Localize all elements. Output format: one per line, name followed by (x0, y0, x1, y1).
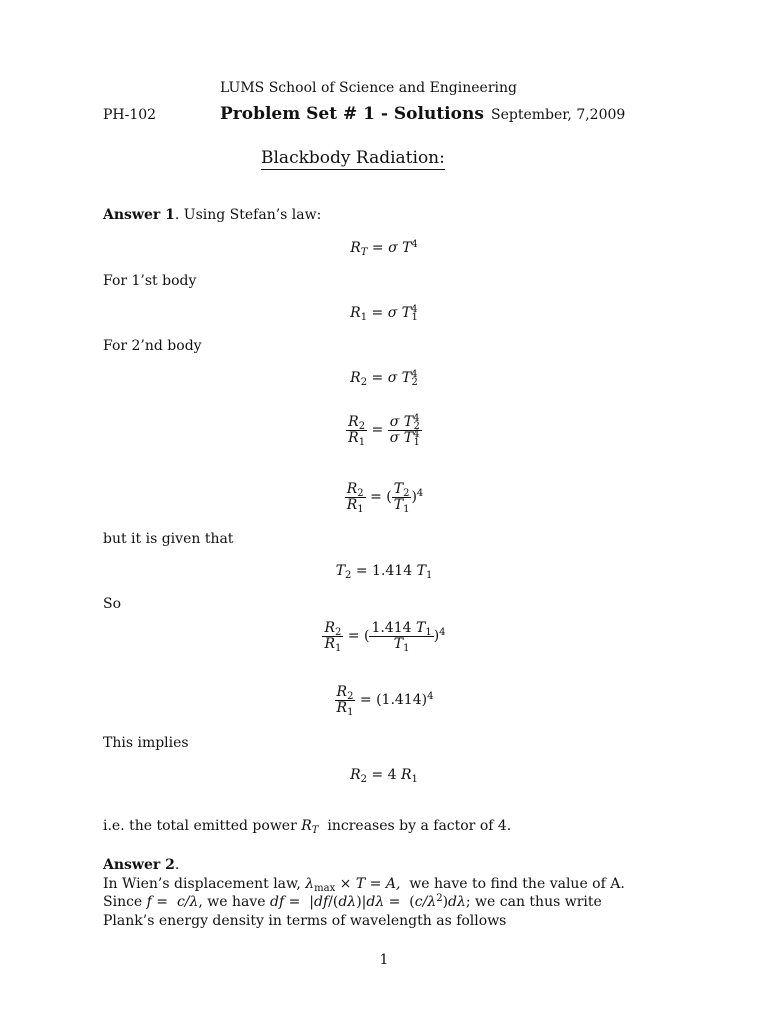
answer2-line2-post: ; we can thus write (465, 894, 602, 910)
answer1-intro-text: . Using Stefan’s law: (174, 207, 322, 223)
page-title: Problem Set # 1 - Solutions (220, 104, 484, 124)
equation-stefan: $R_T = \sigma$ $T^4$ (350, 239, 418, 258)
section-title (261, 148, 445, 168)
answer2-line2-pre: Since (103, 894, 143, 910)
date: September, 7,2009 (491, 107, 626, 123)
course-code: PH-102 (103, 107, 157, 123)
answer2-heading: Answer 2. (103, 857, 180, 873)
answer2-line1-post: we have to find the value of A. (409, 876, 625, 892)
equation-power-base: (1.414) (376, 692, 428, 709)
section-title-colon: : (439, 148, 445, 168)
equation-power: $\frac{R_2}{R_1}$ = $(1.414)^4$ (336, 684, 434, 718)
answer2-line2-mid: , we have (198, 894, 266, 910)
school-name: LUMS School of Science and Engineering (220, 80, 517, 96)
answer2-line3: Plank’s energy density in terms of wavelength as follows (103, 913, 507, 929)
conclusion-pre: i.e. the total emitted power (103, 818, 297, 834)
equation-substituted: $\frac{R_2}{R_1}$ = ( $\frac{1.414 T_1}{T_1}$ )$^4$ (324, 620, 446, 654)
equation-r1: $R_1 = \sigma$ $T^4_1$ (350, 304, 418, 323)
answer1-body2: For 2’nd body (103, 338, 202, 354)
equation-ratio-sigma: $\frac{R_2}{R_1}$ = $\frac{\sigma T^4_2}{\sigma T^4_1}$ (348, 413, 420, 448)
answer1-so: So (103, 596, 122, 612)
conclusion-post: increases by a factor of 4. (327, 818, 512, 834)
answer1-intro (103, 207, 321, 223)
page-number: 1 (379, 952, 389, 968)
equation-result: $R_2 = 4$ $R_1$ (350, 767, 418, 785)
answer2-line1-pre: In Wien’s displacement law, (103, 876, 301, 892)
answer1-given: but it is given that (103, 531, 234, 547)
answer1-conclusion: i.e. the total emitted power $R_T$ increases by a factor of 4. (103, 818, 512, 836)
answer2-line1: In Wien’s displacement law, $\lambda_{max} \times T = A$, we have to find the value of A. (103, 876, 625, 894)
answer1-implies: This implies (103, 735, 189, 751)
answer1-body1: For 1’st body (103, 273, 197, 289)
equation-r2: $R_2 = \sigma$ $T^4_2$ (350, 369, 418, 388)
answer1-label: Answer 1 (103, 207, 175, 223)
answer2-line2: Since f = c/λ, we have df = $|df/(d\lambda)|d\lambda = (c/\lambda^2)d\lambda$; we can thus write (103, 893, 602, 910)
equation-given: $T_2 = 1.414$ $T_1$ (335, 563, 433, 581)
equation-ratio-temp: $\frac{R_2}{R_1}$ = ( $\frac{T_2}{T_1}$ )$^4$ (346, 481, 424, 515)
section-title-text: Blackbody Radiation (261, 148, 440, 168)
equation-given-coeff: 1.414 (372, 563, 413, 579)
equation-result-coeff: 4 (387, 767, 397, 783)
answer2-label: Answer 2 (103, 857, 175, 873)
